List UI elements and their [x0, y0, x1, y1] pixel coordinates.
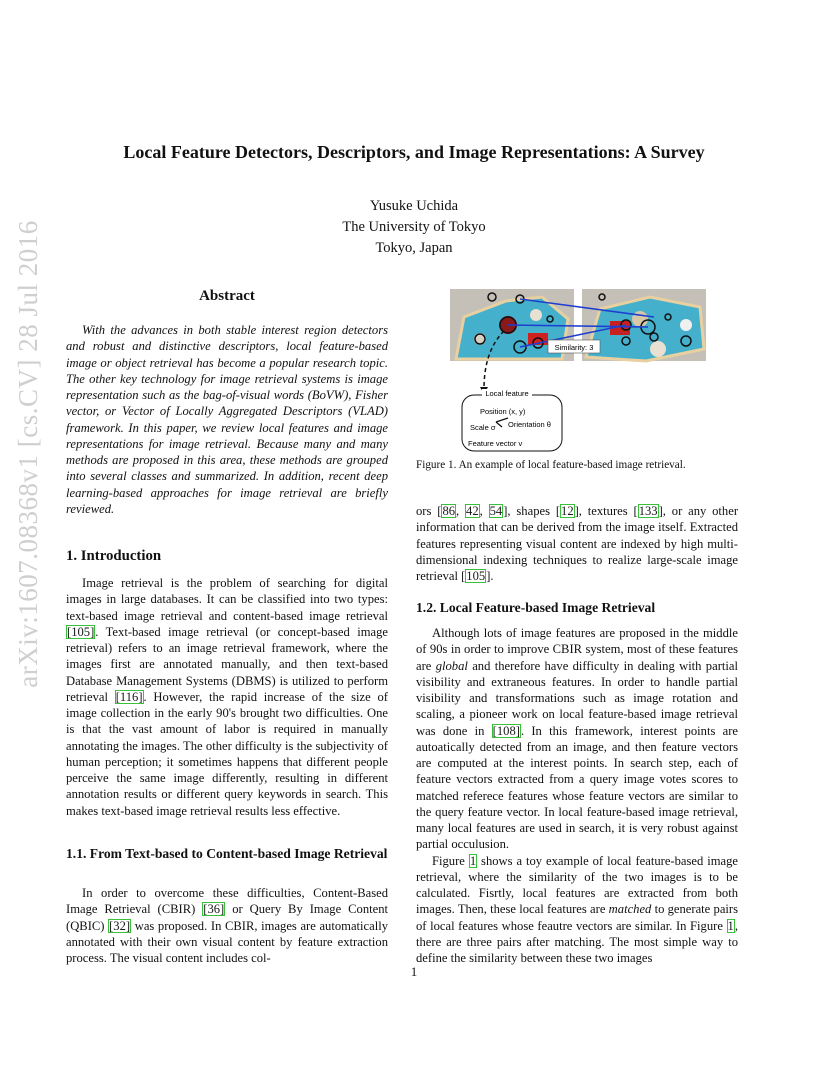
cbir-paragraph: In order to overcome these difficulties, Content-Based Image Retrieval (CBIR) [36] or Query By Image Content (QBIC) [32] was proposed. In CBIR, images are automatically annotated with their own visual content by feature extraction process. The visual content includes col-: [66, 886, 389, 965]
section-1-1-body: [66, 885, 388, 966]
section-1-body: [66, 575, 388, 819]
abstract-heading: Abstract: [199, 288, 255, 304]
section-1-2-body: [416, 625, 738, 966]
citation-link[interactable]: [32]: [109, 918, 131, 933]
figure-ref-link[interactable]: 1: [469, 853, 477, 868]
figure-1: [450, 289, 706, 453]
section-1-heading: 1. Introduction: [66, 548, 162, 564]
author-location: Tokyo, Japan: [375, 240, 453, 256]
author-name: Yusuke Uchida: [369, 198, 459, 214]
features-paragraph: ors [86, 42, 54], shapes [12], textures [133], or any other information that can be derived from the image itself. Extracted features representing visual content are indexed by high multi-dimensional indexing techniques to realize large-scale image retrieval [105].: [416, 504, 739, 583]
abstract-body: [66, 322, 388, 517]
orientation-label: Orientation θ: [508, 420, 551, 429]
citation-link[interactable]: 105: [466, 569, 486, 583]
arxiv-stamp: arXiv:1607.08368v1 [cs.CV] 28 Jul 2016: [13, 220, 43, 688]
section-1-2-heading: 1.2. Local Feature-based Image Retrieval: [416, 600, 656, 615]
section-1-1-heading: 1.1. From Text-based to Content-based Image Retrieval: [66, 846, 388, 861]
citation-link[interactable]: 54: [489, 504, 503, 518]
scale-label: Scale σ: [470, 423, 496, 432]
position-label: Position (x, y): [480, 407, 526, 416]
paper-title: Local Feature Detectors, Descriptors, and Image Representations: A Survey: [123, 142, 705, 162]
citation-link[interactable]: [108]: [492, 723, 520, 738]
right-column-continuation: [416, 503, 738, 584]
similarity-label: Similarity: 3: [554, 343, 594, 352]
citation-link[interactable]: 86: [442, 504, 456, 518]
citation-link[interactable]: [36]: [203, 902, 225, 917]
feature-vector-label: Feature vector v: [468, 439, 523, 448]
local-feature-paragraph: Although lots of image features are proposed in the middle of 90s in order to improve CBIR system, most of these features are global and therefore have difficulty in dealing with partial visibility and extraneous features. In order to handle partial visibility and transformations such as image rotation and scaling, a pioneer work on local feature-based image retrieval was done in [108]. In this framework, interest points are autoatically detected from an image, and then feature vectors are computed at the interest points. In search step, each of feature vectors extracted from a query image votes scores to matched referece features whose feature vectors are similar to the query feature vector. In local feature-based image retrieval, many local features are used in search, it is very robust against partial occulusion.: [416, 626, 738, 852]
figure-ref-link[interactable]: 1: [727, 918, 734, 933]
local-feature-label: Local feature: [485, 389, 529, 398]
page-number: 1: [410, 964, 418, 979]
intro-paragraph: Image retrieval is the problem of searching for digital images in large databases. It can be classified into two types: text-based image retrieval and content-based image retrieval [105]. Text-based image retrieval (or concept-based image retrieval) refers to an image retrieval framework, where the images first are annotated manually, and then text-based Database Management Systems (DBMS) is utilized to perform retrieval [116]. However, the rapid increase of the size of image collection in the early 90's brought two difficulties. One is that the vast amount of labor is required in manually annotating the images. The other difficulty is the subjectivity of human perception; it sometimes happens that different people perceive the same image differently, resulting in different annotation results or different query keywords in search. This makes text-based image retrieval results less effective.: [66, 576, 388, 818]
author-block: [214, 196, 614, 259]
figure-1-caption: Figure 1. An example of local feature-based image retrieval.: [416, 459, 686, 471]
citation-link[interactable]: [116]: [115, 689, 143, 704]
abstract-text: With the advances in both stable interest region detectors and robust and distinctive descriptors, local feature-based image or object retrieval has become a popular research topic. The other key technology for image retrieval systems is image representation such as the bag-of-visual words (BoVW), Fisher vector, or Vector of Locally Aggregated Descriptors (VLAD) framework. In this paper, we review local features and image representations for image retrieval. Because many and many methods are proposed in this area, these methods are grouped into several classes and summarized. In addition, recent deep learning-based approaches for image retrieval are briefly reviewed.: [66, 323, 388, 516]
author-affiliation: The University of Tokyo: [342, 219, 486, 235]
citation-link[interactable]: 133: [638, 504, 658, 518]
citation-link[interactable]: [105]: [67, 624, 95, 639]
citation-link[interactable]: 42: [466, 504, 479, 518]
citation-link[interactable]: 12: [561, 504, 574, 518]
figure-1-graphic: [450, 289, 706, 453]
figure-description-paragraph: Figure 1 shows a toy example of local feature-based image retrieval, where the similarity of the two images is to be calculated. Fisrtly, local features are extracted from both images. Then, these local features are matched to generate pairs of local features whose feautre vectors are similar. In Figure 1, there are three pairs after matching. The most simple way to define the similarity between these two images: [416, 853, 739, 965]
